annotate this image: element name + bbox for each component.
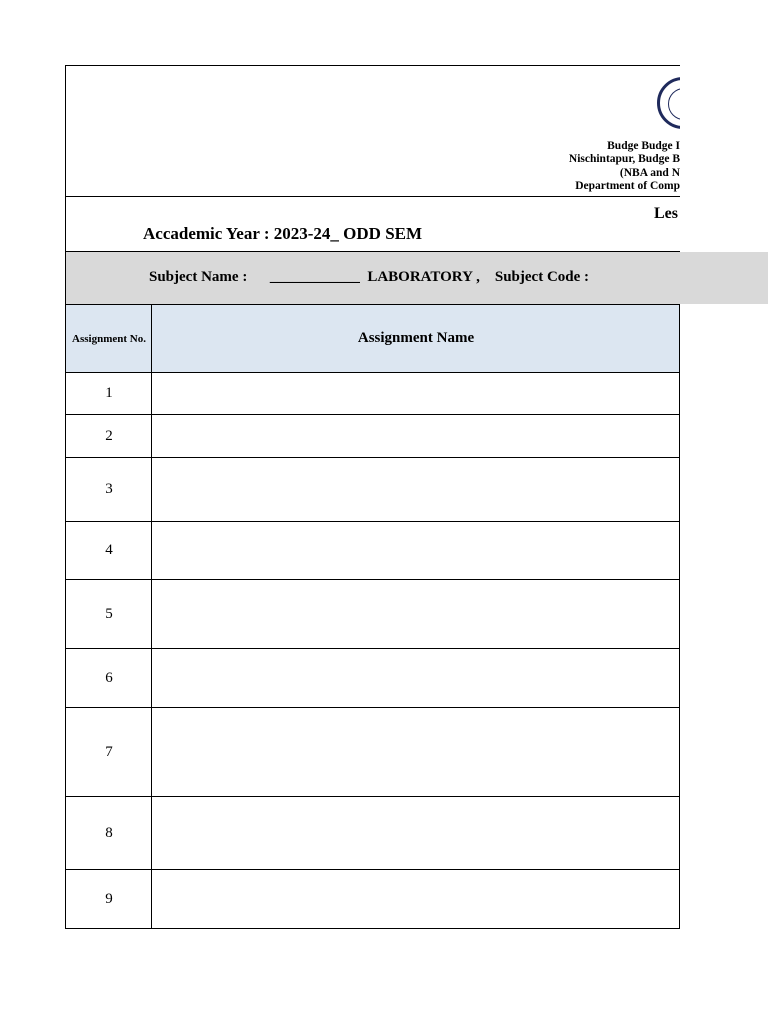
- table-row-number: 4: [105, 542, 113, 558]
- title-clip: [620, 198, 680, 250]
- page-clip: [680, 60, 768, 200]
- table-bottom-border: [65, 928, 680, 929]
- table-row-number: 7: [105, 743, 113, 760]
- institute-name: Budge Budge I: [607, 140, 680, 152]
- table-right-border: [679, 305, 680, 929]
- table-row-name[interactable]: [152, 708, 680, 796]
- table-row-name[interactable]: [152, 458, 680, 521]
- column-header-assignment-no: Assignment No.: [72, 332, 146, 345]
- table-row-number: 3: [105, 481, 113, 497]
- institute-department: Department of Comp: [575, 180, 680, 192]
- sheet-border-top: [65, 65, 680, 66]
- table-row-name[interactable]: [152, 649, 680, 707]
- table-row-name[interactable]: [152, 580, 680, 648]
- table-row-number: 6: [105, 669, 113, 686]
- table-row-name[interactable]: [152, 373, 680, 414]
- column-divider: [151, 305, 152, 928]
- table-row-number: 2: [105, 427, 113, 444]
- subject-line: Subject Name : ____________ LABORATORY , Subject Code :: [149, 269, 590, 285]
- academic-year: Accademic Year : 2023-24_ ODD SEM: [143, 224, 423, 243]
- institute-accreditation: (NBA and N: [619, 167, 680, 179]
- table-row-name[interactable]: [152, 522, 680, 579]
- institute-address: Nischintapur, Budge B: [568, 153, 680, 165]
- table-row-number: 9: [105, 890, 113, 907]
- table-row-number: 8: [105, 824, 113, 841]
- table-row-name[interactable]: [152, 415, 680, 457]
- table-row-name[interactable]: [152, 797, 680, 869]
- column-header-assignment-name: Assignment Name: [357, 330, 475, 346]
- table-row-name[interactable]: [152, 870, 680, 928]
- table-row-number: 1: [105, 385, 113, 401]
- page-title: Les: [654, 205, 678, 222]
- institute-header: [66, 130, 680, 196]
- divider: [65, 196, 680, 197]
- table-row-number: 5: [105, 605, 113, 622]
